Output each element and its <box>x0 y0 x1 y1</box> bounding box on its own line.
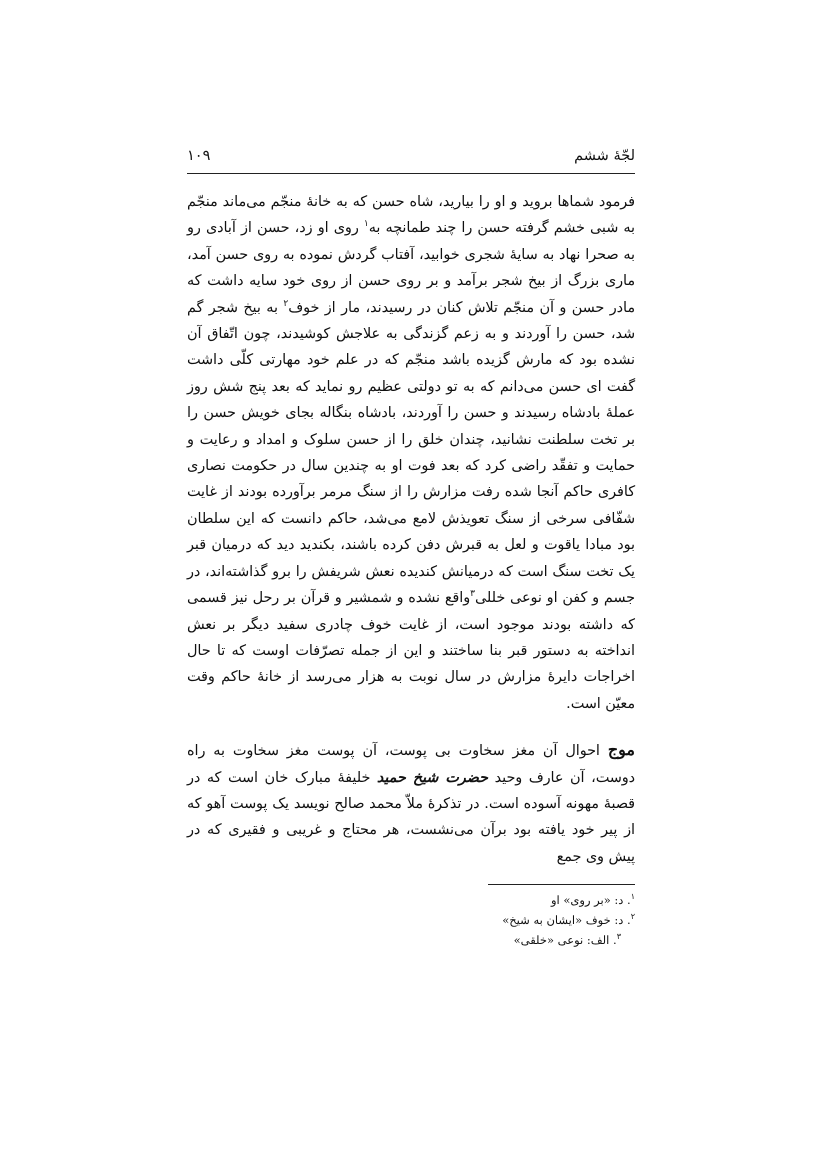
header-divider <box>187 173 635 174</box>
footnote-mark: ۲ <box>630 912 635 921</box>
footnotes <box>187 890 635 950</box>
footnote-text: . د: خوف «ایشان به شیخ» <box>502 913 631 927</box>
footnote-ref-1[interactable]: ۱ <box>363 219 369 230</box>
chapter-title: لجّهٔ ششم <box>574 148 635 164</box>
paragraph-1 <box>187 189 635 717</box>
paragraph-2-segment: احوال آن مغز سخاوت بی پوست، آن پوست مغز سخاوت به راه دوست، آن عارف وحید <box>187 743 635 786</box>
highlighted-name: حضرت شیخ حمید <box>376 769 489 786</box>
footnote-divider <box>488 884 635 885</box>
footnote-mark: ۳ <box>616 932 621 941</box>
footnote-ref-2[interactable]: ۲ <box>283 298 289 309</box>
paragraph-1-segment: روی او زد، حسن از آبادی رو به صحرا نهاد به سایهٔ شجری خوابید، آفتاب گردش نموده به روی حسن آمد، ماری بزرگ از بیخ شجر برآمد و بر روی حسن از روی خود سایه داشت که مادر حسن و آن منجّم تلاش کنان در رسیدند، مار از خوف <box>187 220 635 316</box>
footnote-text: . الف: نوعی «خلقی» <box>513 933 617 947</box>
footnote-2 <box>187 910 635 930</box>
section-lead-word: موج <box>607 740 635 760</box>
main-text <box>187 189 635 870</box>
paragraph-2 <box>187 737 635 870</box>
footnote-text: . د: «بر روی» او <box>550 893 631 907</box>
running-header <box>187 148 635 174</box>
paragraph-1-segment: به بیخ شجر گم شد، حسن را آوردند و به زعم گزندگی به علاجش کوشیدند، چون اتّفاق آن نشده بود که مارش گزیده باشد منجّم که در علم خود مهارتی کلّی داشت گفت ای حسن می‌دانم که به تو دولتی عظیم رو نماید که بعد پنج شش روز عملهٔ بادشاه رسیدند و حسن را آوردند، بادشاه بنگاله بجای خویش حسن را بر تخت سلطنت نشانید، چندان خلق را از حسن سلوک و امداد و رعایت و حمایت و تفقّد راضی کرد که بعد فوت او به چندین سال در حکومت نصاری کافری حاکم آنجا شده رفت مزارش را از سنگ مرمر برآورده بودند از غایت شفّافی سرخی از سنگ تعویذش لامع می‌شد، حاکم دانست که این سلطان بود مبادا یاقوت و لعل به قبرش دفن کرده باشند، بکندید دید که درمیان قبر یک تخت سنگ است که درمیانش کندیده نعش شریفش را برو گذاشته‌اند، در جسم و کفن او نوعی خللی <box>187 299 635 607</box>
footnote-1 <box>187 890 635 910</box>
paragraph-2-segment: خلیفهٔ مبارک خان است که در قصبهٔ مهونه آسوده است. در تذکرهٔ ملاّ محمد صالح نویسد یک پوست آهو که از پیر خود یافته بود برآن می‌نشست، هر محتاج و غریبی و فقیری که در پیش وی جمع <box>187 769 635 865</box>
paragraph-1-segment: فرمود شماها بروید و او را بیارید، شاه حسن که به خانهٔ منجّم می‌ماند منجّم به شبی خشم گرفته حسن را چند طمانچه به <box>187 194 635 237</box>
footnote-3 <box>187 930 635 950</box>
paragraph-1-segment: واقع نشده و شمشیر و قرآن بر رحل نیز قسمی که داشته بودند موجود است، از غایت خوف چادری سفید دیگر بر نعش انداخته به دستور قبر بنا ساختند و این از جمله تصرّفات اوست که تا حال اخراجات دایرهٔ مزارش در سال نوبت به هزار می‌رسد از خانهٔ حاکم وقت معیّن است. <box>187 590 635 712</box>
page-number: ۱۰۹ <box>187 148 211 164</box>
footnote-mark: ۱ <box>630 892 635 901</box>
footnote-ref-3[interactable]: ۳ <box>470 589 475 600</box>
